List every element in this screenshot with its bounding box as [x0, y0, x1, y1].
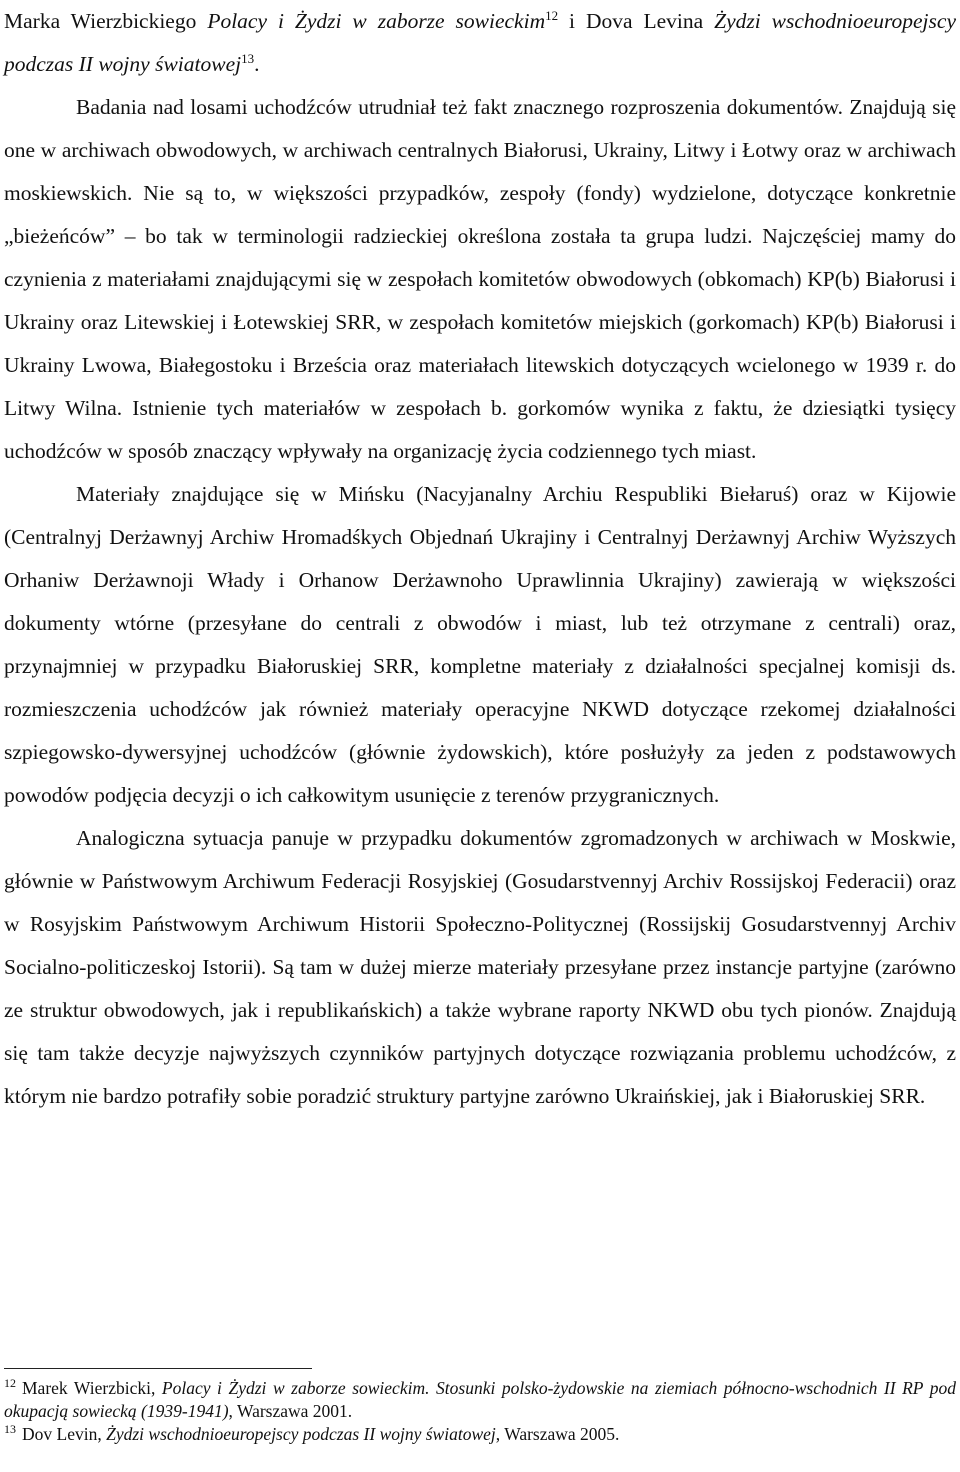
footnote-number: 12 — [4, 1376, 16, 1391]
footnote-publication: , Warszawa 2001. — [228, 1401, 353, 1421]
footnote-13 — [4, 1423, 956, 1446]
paragraph-0 — [4, 0, 956, 86]
paragraph-3: Analogiczna sytuacja panuje w przypadku dokumentów zgromadzonych w archiwach w Moskwie, głównie w Państwowym Archiwum Federacji Rosyjskiej (Gosudarstvennyj Archiv Rossijskoj Federacii) oraz w Rosyjskim Państwowym Archiwum Historii Społeczno-Politycznej (Rossijskij Gosudarstvennyj Archiv Socialno-politiczeskoj Istorii). Są tam w dużej mierze materiały przesyłane przez instancje partyjne (zarówno ze struktur obwodowych, jak i republikańskich) a także wybrane raporty NKWD obu tych pionów. Znajdują się tam także decyzje najwyższych czynników partyjnych dotyczące rozwiązania problemu uchodźców, z którym nie bardzo potrafiły sobie poradzić struktury partyjne zarówno Ukraińskiej, jak i Białoruskiej SRR. — [4, 826, 956, 1108]
footnote-title: Żydzi wschodnioeuropejscy podczas II wojny światowej — [106, 1424, 496, 1444]
footnote-author: Dov Levin, — [22, 1424, 107, 1444]
footnote-ref-13[interactable]: 13 — [241, 50, 255, 66]
book-title-polacy-i-zydzi: Polacy i Żydzi w zaborze sowieckim — [207, 9, 546, 33]
paragraph-2: Materiały znajdujące się w Mińsku (Nacyjanalny Archiu Respubliki Biełaruś) oraz w Kijowie (Centralnyj Derżawnyj Archiw Hromadśkych Objednań Ukrajiny i Centralnyj Derżawnyj Archiw Wyższych Orhaniw Derżawnoji Władу i Orhanow Derżawnoho Uprawlinnia Ukrajiny) zawierają w większości dokumenty wtórne (przesyłane do centrali z obwodów i miast, lub też otrzymane z centrali) oraz, przynajmniej w przypadku Białoruskiej SRR, kompletne materiały z działalności specjalnej komisji ds. rozmieszczenia uchodźców jak również materiały operacyjne NKWD dotyczące rzekomej działalności szpiegowsko-dywersyjnej uchodźców (głównie żydowskich), które posłużyły za jeden z podstawowych powodów podjęcia decyzji o ich całkowitym usunięcie z terenów przygranicznych. — [4, 482, 956, 807]
footnotes-section — [4, 1368, 956, 1446]
paragraph-1: Badania nad losami uchodźców utrudniał też fakt znacznego rozproszenia dokumentów. Znajdują się one w archiwach obwodowych, w archiwach centralnych Białorusi, Ukrainy, Litwy i Łotwy oraz w archiwach moskiewskich. Nie są to, w większości przypadków, zespoły (fondy) wydzielone, dotyczące konkretnie „bieżeńców” – bo tak w terminologii radzieckiej określona została ta grupa ludzi. Najczęściej mamy do czynienia z materiałami znajdującymi się w zespołach komitetów obwodowych (obkomach) KP(b) Białorusi i Ukrainy oraz Litewskiej i Łotewskiej SRR, w zespołach komitetów miejskich (gorkomach) KP(b) Białorusi i Ukrainy Lwowa, Białegostoku i Brześcia oraz materiałach litewskich dotyczących wcielonego w 1939 r. do Litwy Wilna. Istnienie tych materiałów w zespołach b. gorkomów wynika z faktu, że dziesiątki tysięcy uchodźców w sposób znaczący wpływały na organizację życia codziennego tych miast. — [4, 95, 956, 463]
book-title-zydzi-wschodnioeuropejscy: Żydzi wschodnioeuropejscy podczas II wojny światowej — [4, 9, 956, 76]
footnote-12 — [4, 1377, 956, 1423]
footnote-publication: , Warszawa 2005. — [495, 1424, 620, 1444]
footnote-title: Polacy i Żydzi w zaborze sowieckim. Stosunki polsko-żydowskie na ziemiach północno-wschodnich II RP pod okupacją sowiecką (1939-1941) — [4, 1378, 956, 1421]
footnote-ref-12[interactable]: 12 — [545, 7, 559, 23]
paragraph-0-text-a: Marka Wierzbickiego — [4, 9, 208, 33]
paragraph-0-text-g: . — [254, 52, 260, 76]
paragraph-0-text-d: i Dova Levina — [558, 9, 715, 33]
footnote-author: Marek Wierzbicki, — [22, 1378, 162, 1398]
footnote-divider — [4, 1368, 312, 1369]
document-page — [4, 0, 956, 1118]
footnote-number: 13 — [4, 1422, 16, 1437]
